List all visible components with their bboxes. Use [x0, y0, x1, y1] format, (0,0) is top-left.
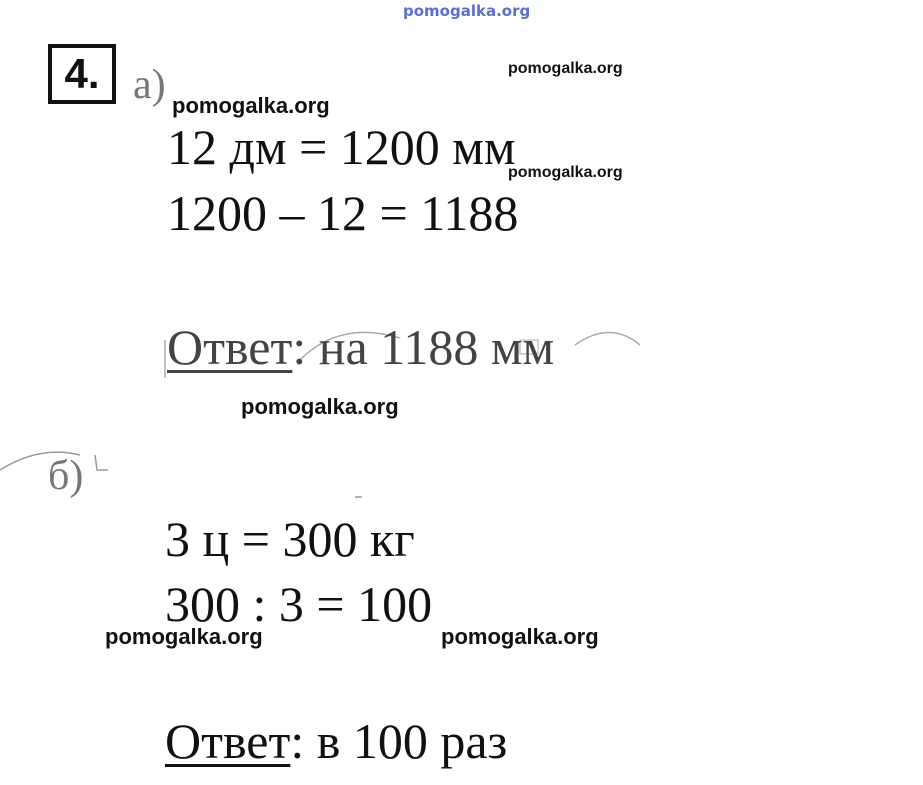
answer-b-word: Ответ — [165, 713, 291, 769]
watermark: pomogalka.org — [241, 394, 399, 419]
equation-a-1: 12 дм = 1200 мм — [167, 119, 516, 175]
equation-a-2: 1200 – 12 = 1188 — [167, 185, 519, 241]
answer-a-text: : на 1188 мм — [292, 319, 555, 375]
part-a-label: а) — [133, 62, 166, 108]
answer-b-text: : в 100 раз — [290, 713, 508, 769]
equation-b-2: 300 : 3 = 100 — [165, 576, 433, 632]
task-number: 4. — [48, 44, 116, 104]
part-b-label: б) — [48, 453, 84, 499]
watermark: pomogalka.org — [441, 624, 599, 649]
watermark: pomogalka.org — [508, 60, 623, 77]
watermark: pomogalka.org — [508, 164, 623, 181]
watermark: pomogalka.org — [172, 93, 330, 118]
answer-a-word: Ответ — [167, 319, 293, 375]
answer-a — [167, 319, 555, 375]
watermark: pomogalka.org — [105, 624, 263, 649]
watermark-top: pomogalka.org — [403, 2, 531, 20]
answer-b — [165, 713, 508, 769]
equation-b-1: 3 ц = 300 кг — [165, 511, 415, 567]
